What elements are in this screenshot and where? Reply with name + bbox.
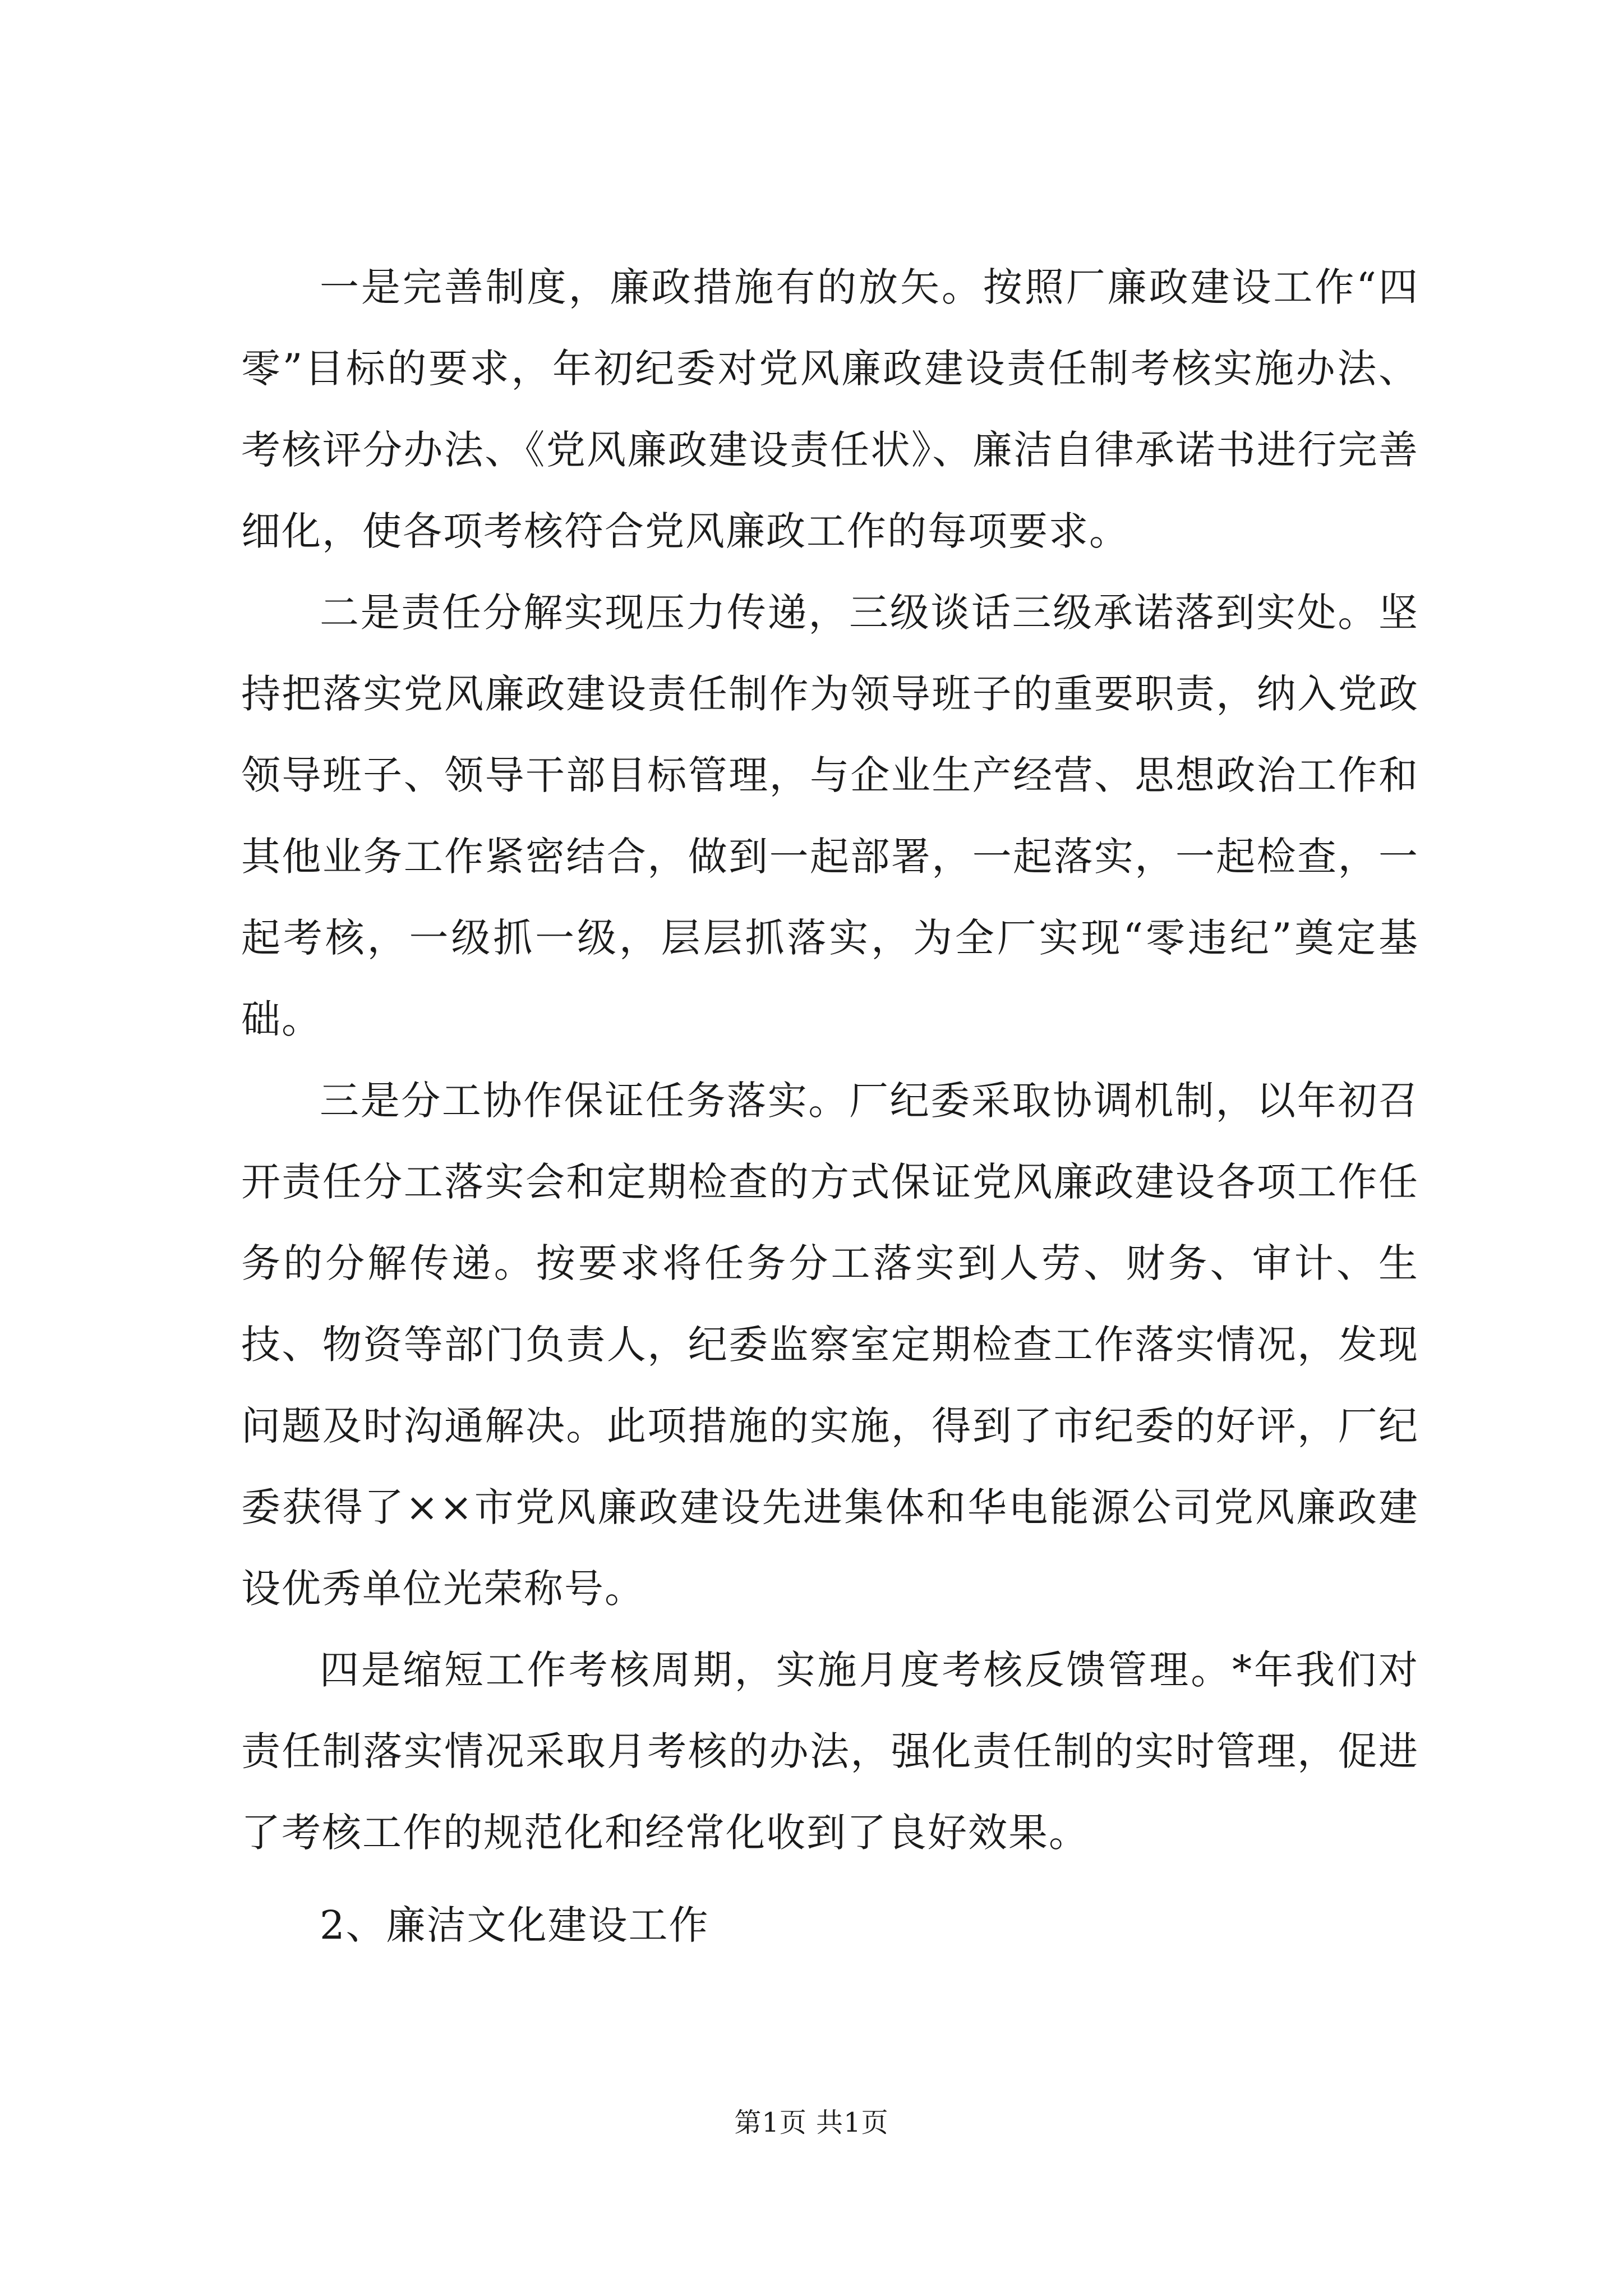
paragraph-2: 二是责任分解实现压力传递，三级谈话三级承诺落到实处。坚持把落实党风廉政建设责任制作为领导班子的重要职责，纳入党政领导班子、领导干部目标管理，与企业生产经营、思想政治工作和其他业务工作紧密结合，做到一起部署，一起落实，一起检查，一起考核，一级抓一级，层层抓落实，为全厂实现“零违纪”奠定基础。: [241, 590, 1419, 1042]
paragraph-1: 一是完善制度，廉政措施有的放矢。按照厂廉政建设工作“四零”目标的要求，年初纪委对党风廉政建设责任制考核实施办法、考核评分办法、《党风廉政建设责任状》、廉洁自律承诺书进行完善细化，使各项考核符合党风廉政工作的每项要求。: [241, 264, 1419, 554]
page-number-footer: 第1页 共1页: [734, 2107, 889, 2138]
paragraph-3: 三是分工协作保证任务落实。厂纪委采取协调机制，以年初召开责任分工落实会和定期检查的方式保证党风廉政建设各项工作任务的分解传递。按要求将任务分工落实到人劳、财务、审计、生技、物资等部门负责人，纪委监察室定期检查工作落实情况，发现问题及时沟通解决。此项措施的实施，得到了市纪委的好评，厂纪委获得了××市党风廉政建设先进集体和华电能源公司党风廉政建设优秀单位光荣称号。: [241, 1078, 1419, 1612]
section-heading: 2、廉洁文化建设工作: [320, 1902, 709, 1948]
paragraph-4: 四是缩短工作考核周期，实施月度考核反馈管理。*年我们对责任制落实情况采取月考核的办法，强化责任制的实时管理，促进了考核工作的规范化和经常化收到了良好效果。: [241, 1647, 1419, 1856]
document-body: [241, 247, 1419, 1966]
